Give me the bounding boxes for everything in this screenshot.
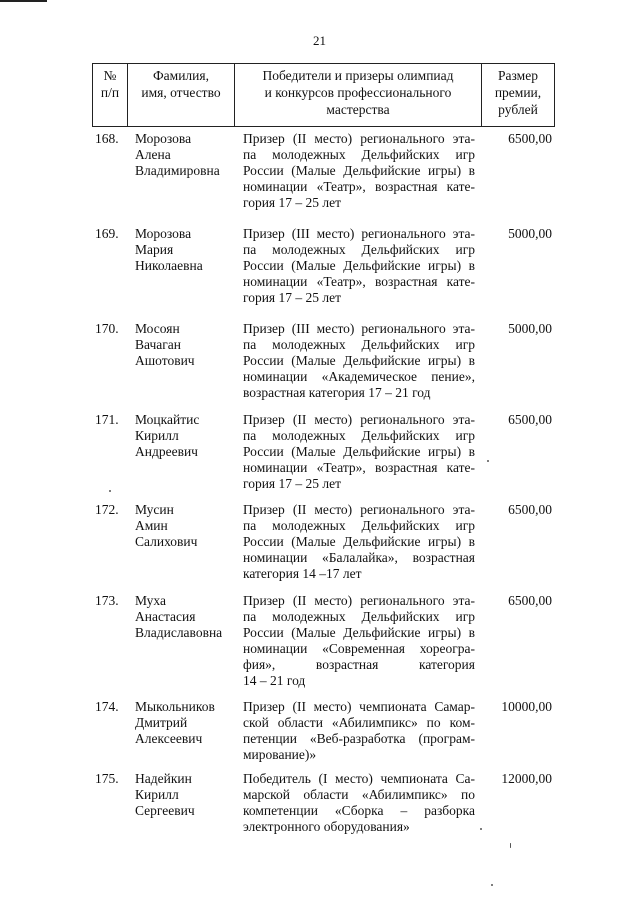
row-name: [135, 593, 240, 641]
row-name: [135, 771, 240, 819]
scan-speck: [491, 884, 493, 886]
row-description-line: возрастная категория 17 – 21 год: [243, 385, 431, 400]
row-amount: 10000,00: [501, 699, 552, 714]
row-given-name: Анастасия: [135, 609, 196, 624]
row-description-line: гория 17 – 25 лет: [243, 290, 342, 305]
row-description-line: марской области «Абилимпикс» по: [243, 787, 475, 802]
row-name: [135, 502, 240, 550]
row-given-name: Дмитрий: [135, 715, 188, 730]
row-description-line: номинации «Академическое пение»,: [243, 369, 475, 384]
row-description-line: фия», возрастная категория: [243, 657, 475, 672]
row-surname: Мусин: [135, 502, 174, 517]
row-surname: Мыкольников: [135, 699, 215, 714]
row-description-line: Победитель (I место) чемпионата Са-: [243, 771, 475, 786]
header-desc-line: Победители и призеры олимпиад: [262, 68, 454, 83]
row-description: [243, 593, 475, 689]
row-given-name: Вачаган: [135, 337, 181, 352]
row-given-name: Кирилл: [135, 428, 179, 443]
row-description: [243, 412, 475, 492]
row-amount: 5000,00: [508, 321, 552, 336]
row-description-line: номинации «Современная хореогра-: [243, 641, 475, 656]
row-amount: 6500,00: [508, 412, 552, 427]
row-description-line: Призер (II место) регионального эта-: [243, 412, 475, 427]
row-description: [243, 771, 475, 835]
row-amount: 12000,00: [501, 771, 552, 786]
row-given-name: Кирилл: [135, 787, 179, 802]
row-amount: 6500,00: [508, 131, 552, 146]
scan-speck: [487, 460, 489, 462]
row-patronymic: Владимировна: [135, 163, 220, 178]
row-number: 171.: [95, 412, 119, 427]
row-patronymic: Владиславовна: [135, 625, 223, 640]
row-description-line: номинации «Театр», возрастная кате-: [243, 179, 475, 194]
page-number: 21: [313, 33, 326, 48]
row-surname: Мосоян: [135, 321, 180, 336]
row-description-line: па молодежных Дельфийских игр: [243, 147, 475, 162]
row-description: [243, 131, 475, 211]
header-amount-line: премии,: [494, 85, 542, 100]
row-description-line: номинации «Театр», возрастная кате-: [243, 274, 475, 289]
header-amount-line: рублей: [498, 102, 538, 117]
row-amount: 5000,00: [508, 226, 552, 241]
row-description-line: мирование)»: [243, 747, 317, 762]
header-num: [93, 64, 127, 129]
table-header: [92, 63, 555, 127]
row-patronymic: Ашотович: [135, 353, 195, 368]
row-description-line: Призер (II место) регионального эта-: [243, 502, 475, 517]
row-description-line: па молодежных Дельфийских игр: [243, 337, 475, 352]
header-name-line: имя, отчество: [141, 85, 221, 100]
row-name: [135, 321, 240, 369]
row-description-line: Призер (II место) чемпионата Самар-: [243, 699, 475, 714]
row-description-line: России (Малые Дельфийские игры) в: [243, 163, 475, 178]
row-description: [243, 699, 475, 763]
row-description-line: России (Малые Дельфийские игры) в: [243, 534, 475, 549]
row-description-line: па молодежных Дельфийских игр: [243, 609, 475, 624]
row-description-line: петенции «Веб-разработка (програм-: [243, 731, 475, 746]
row-description-line: па молодежных Дельфийских игр: [243, 242, 475, 257]
header-name: [128, 64, 234, 129]
header-amount-line: Размер: [498, 68, 538, 83]
row-description-line: Призер (II место) регионального эта-: [243, 593, 475, 608]
row-given-name: Алена: [135, 147, 171, 162]
row-description-line: России (Малые Дельфийские игры) в: [243, 353, 475, 368]
row-description-line: гория 17 – 25 лет: [243, 195, 342, 210]
row-amount: 6500,00: [508, 593, 552, 608]
header-desc-line: мастерства: [326, 102, 390, 117]
row-given-name: Мария: [135, 242, 174, 257]
corner-scan-mark: [0, 0, 47, 2]
scan-speck: [109, 490, 111, 492]
header-amount: [482, 64, 554, 129]
row-description-line: России (Малые Дельфийские игры) в: [243, 444, 475, 459]
row-description: [243, 502, 475, 582]
row-description-line: ской области «Абилимпикс» по ком-: [243, 715, 475, 730]
row-description-line: Призер (II место) регионального эта-: [243, 131, 475, 146]
row-surname: Морозова: [135, 226, 192, 241]
header-name-line: Фамилия,: [153, 68, 209, 83]
row-description-line: компетенции «Сборка – разборка: [243, 803, 475, 818]
row-surname: Муха: [135, 593, 166, 608]
row-number: 175.: [95, 771, 119, 786]
row-description-line: Призер (III место) регионального эта-: [243, 321, 475, 336]
row-name: [135, 412, 240, 460]
header-num-line: №: [103, 68, 117, 83]
row-surname: Моцкайтис: [135, 412, 200, 427]
row-patronymic: Андреевич: [135, 444, 198, 459]
row-surname: Морозова: [135, 131, 192, 146]
header-desc: [235, 64, 481, 129]
scan-speck: [480, 828, 482, 830]
row-amount: 6500,00: [508, 502, 552, 517]
scan-speck: [510, 843, 511, 848]
row-number: 168.: [95, 131, 119, 146]
row-description-line: номинации «Балалайка», возрастная: [243, 550, 475, 565]
row-description-line: категория 14 –17 лет: [243, 566, 362, 581]
row-description-line: Призер (III место) регионального эта-: [243, 226, 475, 241]
row-description-line: гория 17 – 25 лет: [243, 476, 342, 491]
row-name: [135, 131, 240, 179]
row-description: [243, 321, 475, 401]
row-number: 172.: [95, 502, 119, 517]
row-description: [243, 226, 475, 306]
row-surname: Надейкин: [135, 771, 192, 786]
row-given-name: Амин: [135, 518, 168, 533]
row-number: 174.: [95, 699, 119, 714]
row-patronymic: Сергеевич: [135, 803, 195, 818]
row-description-line: па молодежных Дельфийских игр: [243, 428, 475, 443]
row-description-line: 14 – 21 год: [243, 673, 306, 688]
row-number: 173.: [95, 593, 119, 608]
row-name: [135, 226, 240, 274]
row-number: 169.: [95, 226, 119, 241]
row-name: [135, 699, 240, 747]
row-patronymic: Алексеевич: [135, 731, 203, 746]
row-description-line: номинации «Театр», возрастная кате-: [243, 460, 475, 475]
row-description-line: России (Малые Дельфийские игры) в: [243, 625, 475, 640]
row-patronymic: Салихович: [135, 534, 198, 549]
row-description-line: России (Малые Дельфийские игры) в: [243, 258, 475, 273]
row-patronymic: Николаевна: [135, 258, 203, 273]
row-number: 170.: [95, 321, 119, 336]
header-num-line: п/п: [100, 85, 120, 100]
row-description-line: па молодежных Дельфийских игр: [243, 518, 475, 533]
header-desc-line: и конкурсов профессионального: [264, 85, 452, 100]
row-description-line: электронного оборудования»: [243, 819, 410, 834]
